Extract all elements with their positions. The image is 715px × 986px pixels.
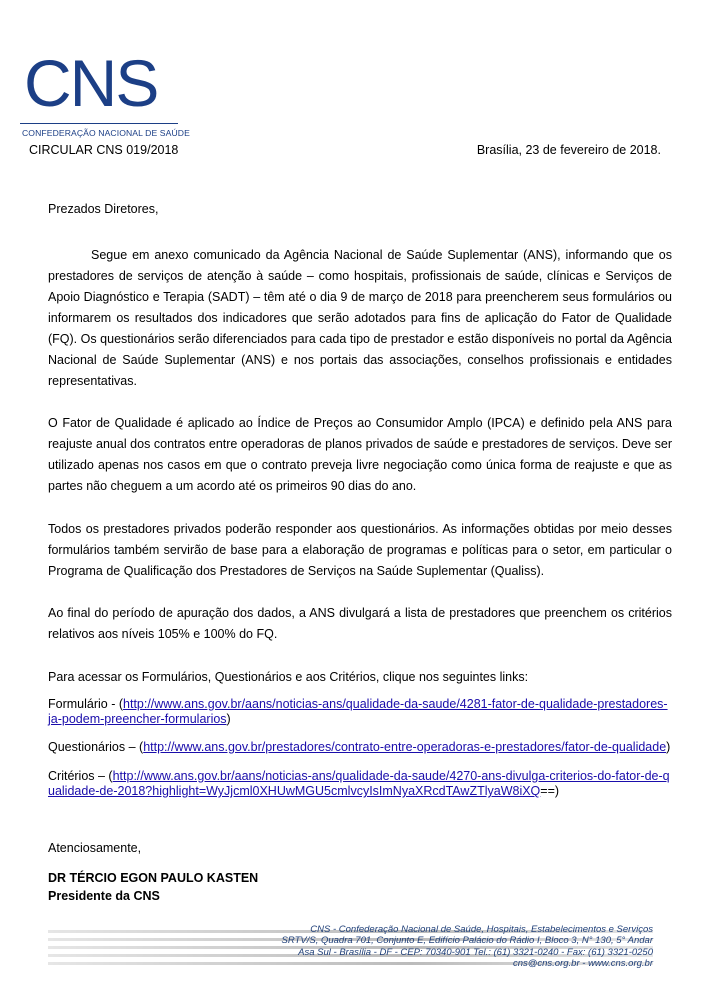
- paragraph-1: Segue em anexo comunicado da Agência Nacional de Saúde Suplementar (ANS), informando que os prestadores de serviços de atenção à saúde – como hospitais, profissionais de saúde, clínicas e Serviços de Apoio Diagnóstico e Terapia (SADT) – têm até o dia 9 de março de 2018 para preencherem seus formulários ou informarem os resultados dos indicadores que serão adotados para fins de aplicação do Fator de Qualidade (FQ). Os questionários serão diferenciados para cada tipo de prestador e estão disponíveis no portal da Agência Nacional de Saúde Suplementar (ANS) e nos portais das associações, conselhos profissionais e entidades representativas.: [48, 248, 672, 388]
- paragraph-4: Ao final do período de apuração dos dados, a ANS divulgará a lista de prestadores que preenchem os critérios relativos aos níveis 105% e 100% do FQ.: [48, 606, 672, 641]
- link-prefix: Questionários – (: [48, 740, 144, 754]
- link-questionarios[interactable]: http://www.ans.gov.br/prestadores/contrato-entre-operadoras-e-prestadores/fator-de-qualidade: [143, 740, 667, 754]
- signature-title: Presidente da CNS: [48, 889, 160, 903]
- logo-rule: [20, 123, 178, 124]
- footer-line-3: Asa Sul - Brasília - DF - CEP: 70340-901 Tel.: (61) 3321-0240 - Fax: (61) 3321-0250: [298, 946, 653, 958]
- footer-line-4: cns@cns.org.br - www.cns.org.br: [512, 957, 653, 969]
- link-prefix: Critérios – (: [48, 769, 113, 783]
- signature-name: DR TÉRCIO EGON PAULO KASTEN: [48, 871, 259, 885]
- letter-date: Brasília, 23 de fevereiro de 2018.: [476, 143, 661, 157]
- link-suffix: ): [226, 712, 231, 726]
- logo-subtitle: CONFEDERAÇÃO NACIONAL DE SAÚDE: [22, 128, 190, 138]
- paragraph-3: Todos os prestadores privados poderão responder aos questionários. As informações obtidas por meio desses formulários também servirão de base para a elaboração de programas e políticas para o setor, em particular o Programa de Qualificação dos Prestadores de Serviços na Saúde Suplementar (Qualiss).: [48, 522, 672, 578]
- footer-line-2: SRTV/S, Quadra 701, Conjunto E, Edifício Palácio do Rádio I, Bloco 3, N° 130, 5° Andar: [281, 935, 653, 947]
- paragraph-2: O Fator de Qualidade é aplicado ao Índice de Preços ao Consumidor Amplo (IPCA) e definido pela ANS para reajuste anual dos contratos entre operadoras de planos privados de saúde e prestadores de serviços. Deve ser utilizado apenas nos casos em que o contrato preveja livre negociação como única forma de reajuste e que as partes não cheguem a um acordo até os primeiros 90 dias do ano.: [48, 416, 672, 493]
- link-criterios[interactable]: http://www.ans.gov.br/aans/noticias-ans/qualidade-da-saude/4270-ans-divulga-criterios-do-fator-de-qualidade-de-2018?highlight=WyJjcml0XHUwMGU5cmlvcyIsImNyaXRcdTAwZTlyaW8iXQ: [48, 769, 670, 798]
- links-intro: Para acessar os Formulários, Questionários e aos Critérios, clique nos seguintes links:: [48, 670, 529, 684]
- link-formulario-line: [48, 697, 672, 727]
- link-suffix: ): [666, 740, 671, 754]
- salutation: Prezados Diretores,: [48, 202, 159, 216]
- closing: Atenciosamente,: [48, 841, 142, 855]
- circular-number: CIRCULAR CNS 019/2018: [29, 143, 179, 157]
- link-suffix: ==): [540, 784, 560, 798]
- logo-letters: CNS: [24, 46, 158, 120]
- link-formulario[interactable]: http://www.ans.gov.br/aans/noticias-ans/qualidade-da-saude/4281-fator-de-qualidade-prestadores-ja-podem-preencher-formularios: [48, 697, 668, 726]
- footer-line-1: CNS - Confederação Nacional de Saúde, Hospitais, Estabelecimentos e Serviços: [310, 924, 653, 935]
- link-questionarios-line: [48, 740, 672, 755]
- link-prefix: Formulário - (: [48, 697, 124, 711]
- cns-logo: [10, 28, 190, 138]
- footer-address: [282, 924, 653, 969]
- link-criterios-line: [48, 769, 672, 799]
